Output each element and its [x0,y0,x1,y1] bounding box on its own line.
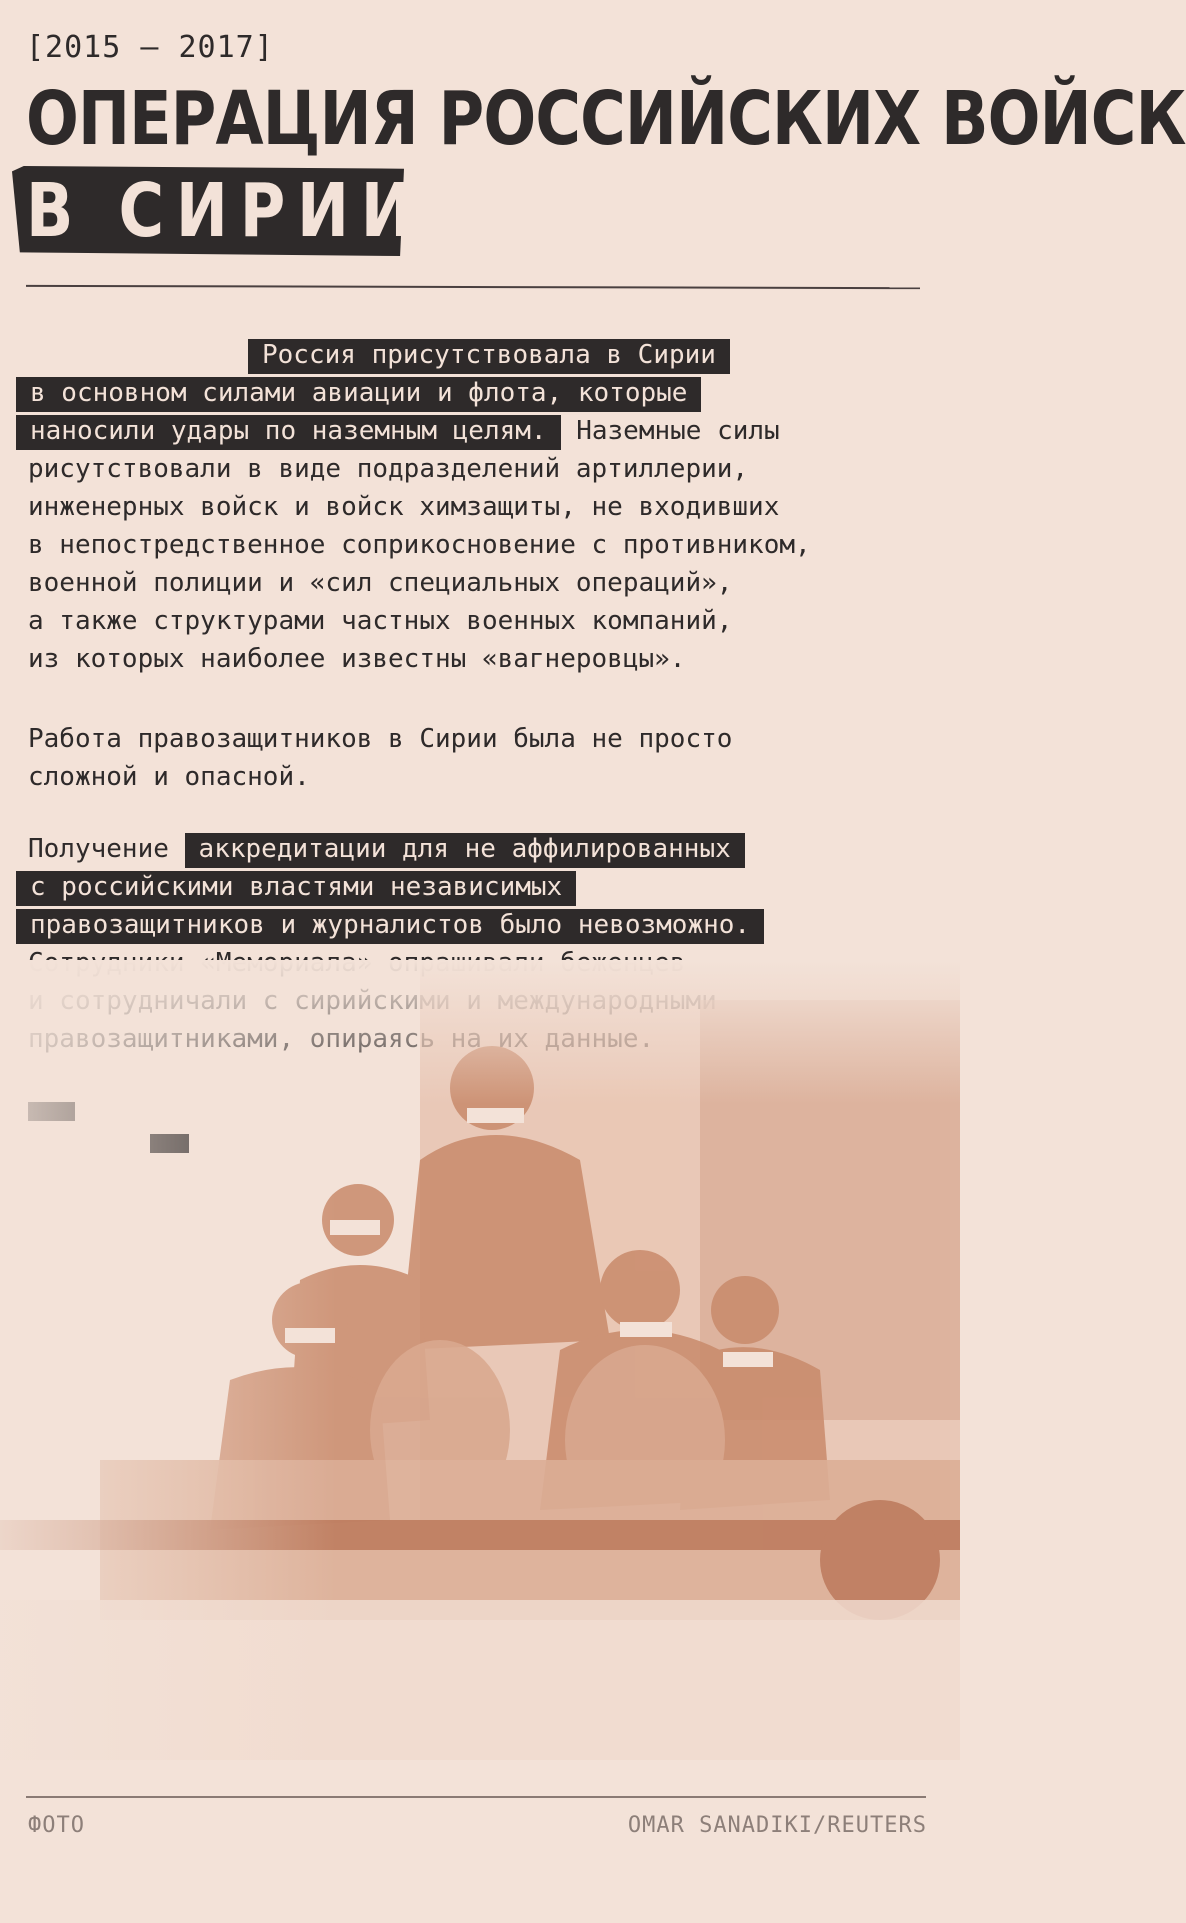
paragraph-1-line-4: рисутствовали в виде подразделений артиллерии, [28,454,749,484]
paragraph-1-line-1 [28,336,948,374]
highlight-text: в основном силами авиации и флота, которые [16,377,701,412]
paragraph-1-line-8: а также структурами частных военных компаний, [28,606,733,636]
highlight-text: аккредитации для не аффилированных [185,833,745,868]
photo-illustration [0,960,960,1760]
paragraph-1-line-5: инженерных войск и войск химзащиты, не входивших [28,492,780,522]
paragraph-1-line-9: из которых наиболее известны «вагнеровцы». [28,644,686,674]
paragraph-1-line-3 [28,412,948,450]
date-range: [2015 — 2017] [26,30,274,65]
paragraph-1-line-6: в непостредственное соприкосновение с противником, [28,530,811,560]
paragraph-2-line-2: сложной и опасной. [28,762,310,792]
highlight-text: Россия присутствовала в Сирии [248,339,730,374]
highlight-text: наносили удары по наземным целям. [16,415,561,450]
highlight-text: с российскими властями независимых [16,871,576,906]
highlight-text: правозащитников и журналистов было невозможно. [16,909,764,944]
page-title-line1: ОПЕРАЦИЯ РОССИЙСКИХ ВОЙСК [26,76,1186,162]
paragraph-1-line-7: военной полиции и «сил специальных операций», [28,568,733,598]
paragraph-3-line-1 [28,830,948,868]
paragraph-3-line-3 [28,906,948,944]
page-title-line2: В СИРИИ [26,168,425,254]
paragraph-text: Получение [28,834,185,864]
paragraph-1-line-2 [28,374,948,412]
footer-divider [26,1796,926,1798]
photo-credit: OMAR SANADIKI/REUTERS [627,1813,927,1838]
paragraph-text: Наземные силы [560,416,780,446]
photo-label: ФОТО [28,1813,85,1838]
paragraph-2-line-1: Работа правозащитников в Сирии была не просто [28,724,733,754]
soldiers-photo [0,960,960,1760]
header-divider [26,285,920,289]
paragraph-3-line-2 [28,868,948,906]
